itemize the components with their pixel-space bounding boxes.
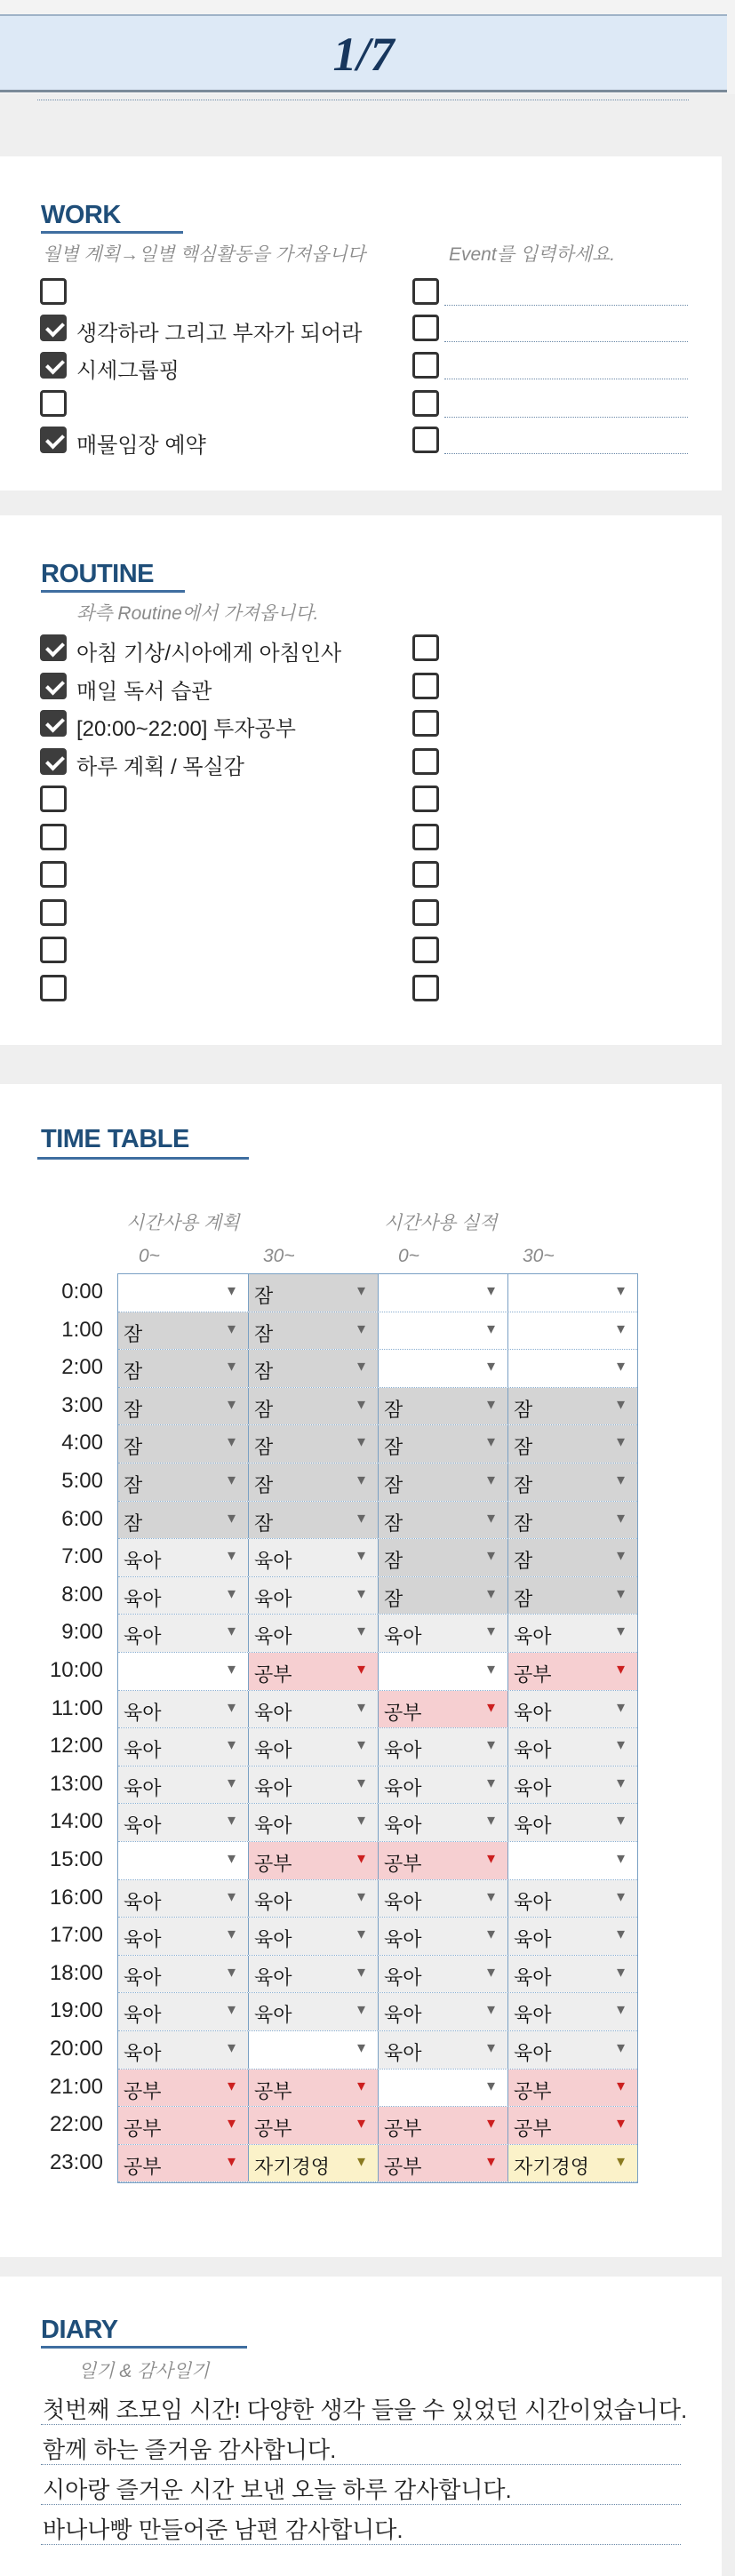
hour-label: 8:00 [61,1582,103,1607]
actual-activity-dropdown[interactable]: 육아 ▾ [507,1728,637,1766]
routine-checkbox[interactable] [40,786,67,812]
plan-activity-dropdown[interactable]: 육아 ▾ [118,1767,248,1804]
diary-entry[interactable]: 첫번째 조모임 시간! 다양한 생각 들을 수 있었던 시간이었습니다. [43,2397,688,2423]
actual-activity-dropdown[interactable] [378,1350,507,1387]
hour-label: 23:00 [49,2149,103,2174]
routine-extra-checkbox[interactable] [412,899,439,926]
plan-activity-dropdown[interactable]: 잠 ▾ [248,1388,378,1425]
hour-label: 5:00 [61,1469,103,1493]
actual-activity-dropdown[interactable]: 잠 ▾ [378,1388,507,1425]
plan-activity-dropdown[interactable]: 육아 ▾ [248,1956,378,1993]
actual-activity-dropdown[interactable] [378,1653,507,1690]
diary-entry[interactable]: 바나나빵 만들어준 남편 감사합니다. [43,2516,403,2543]
plan-activity-dropdown[interactable]: 잠 ▾ [118,1350,248,1387]
plan-activity-dropdown[interactable]: 공부 ▾ [118,2107,248,2144]
time-row [118,1880,637,1918]
plan-activity-dropdown[interactable]: 잠 ▾ [118,1388,248,1425]
diary-entry[interactable]: 시아랑 즐거운 시간 보낸 오늘 하루 감사합니다. [43,2476,512,2503]
actual-activity-dropdown[interactable]: 자기경영 ▾ [507,2145,637,2182]
routine-label: 아침 기상/시아에게 아침인사 [76,642,342,666]
col-label-plan-30: 30~ [263,1246,295,1266]
plan-activity-dropdown[interactable]: 잠 ▾ [118,1312,248,1350]
hour-label: 18:00 [49,1960,103,1985]
hour-label: 14:00 [49,1809,103,1834]
time-row [118,1539,637,1577]
routine-extra-checkbox[interactable] [412,786,439,812]
work-title-underline [41,231,183,234]
actual-activity-dropdown[interactable]: 육아 ▾ [507,2031,637,2069]
work-task-label: 매물임장 예약 [76,434,206,458]
actual-activity-dropdown[interactable]: 육아 ▾ [507,1993,637,2030]
routine-label: [20:00~22:00] 투자공부 [76,717,296,741]
col-label-plan-0: 0~ [139,1246,160,1266]
routine-title-underline [41,590,185,593]
actual-activity-dropdown[interactable] [507,1274,637,1312]
plan-activity-dropdown[interactable]: 잠 ▾ [118,1463,248,1501]
diary-rule [41,2544,681,2545]
event-input-line[interactable] [444,341,688,342]
plan-activity-dropdown[interactable]: 육아 ▾ [118,1615,248,1652]
time-grid [117,1273,638,2183]
work-task-label: 시세그룹핑 [76,359,180,383]
plan-activity-dropdown[interactable]: 육아 ▾ [248,1615,378,1652]
event-checkbox[interactable] [412,352,439,379]
plan-activity-dropdown[interactable]: 육아 ▾ [248,1767,378,1804]
time-row [118,1350,637,1388]
hour-label: 3:00 [61,1392,103,1417]
plan-activity-dropdown[interactable]: 육아 ▾ [248,1993,378,2030]
hour-label: 11:00 [51,1695,103,1720]
hour-label: 1:00 [61,1317,103,1342]
event-checkbox[interactable] [412,315,439,341]
time-row [118,1463,637,1502]
routine-extra-checkbox[interactable] [412,673,439,699]
actual-activity-dropdown[interactable]: 육아 ▾ [507,1918,637,1955]
actual-activity-dropdown[interactable]: 육아 ▾ [378,1767,507,1804]
routine-hint: 좌측 Routine에서 가져옵니다. [76,603,319,624]
diary-rule [41,2464,681,2465]
time-row [118,1653,637,1691]
routine-label: 하루 계획 / 목실감 [76,754,244,779]
hour-label: 16:00 [49,1885,103,1910]
plan-activity-dropdown[interactable]: 육아 ▾ [118,1577,248,1615]
time-row [118,1274,637,1312]
plan-activity-dropdown[interactable] [118,1842,248,1879]
plan-activity-dropdown[interactable]: 육아 ▾ [248,1691,378,1728]
event-checkbox[interactable] [412,390,439,417]
routine-extra-checkbox[interactable] [412,710,439,737]
time-row [118,1615,637,1653]
routine-checkbox[interactable] [40,634,67,661]
plan-activity-dropdown[interactable]: 공부 ▾ [118,2145,248,2182]
routine-title: ROUTINE [41,560,154,588]
time-row [118,2031,637,2070]
work-title: WORK [41,201,121,229]
diary-rule [41,2424,681,2425]
routine-checkbox[interactable] [40,861,67,888]
plan-activity-dropdown[interactable]: 육아 ▾ [248,1918,378,1955]
hour-label: 17:00 [49,1923,103,1948]
actual-activity-dropdown[interactable]: 공부 ▾ [378,2145,507,2182]
actual-activity-dropdown[interactable]: 육아 ▾ [507,1880,637,1918]
hour-label: 4:00 [61,1431,103,1455]
routine-extra-checkbox[interactable] [412,634,439,661]
routine-checkbox[interactable] [40,975,67,1001]
routine-extra-checkbox[interactable] [412,748,439,775]
plan-activity-dropdown[interactable]: 육아 ▾ [118,2031,248,2069]
hour-label: 15:00 [49,1847,103,1871]
work-task-label: 생각하라 그리고 부자가 되어라 [76,322,363,346]
plan-activity-dropdown[interactable]: 육아 ▾ [248,1804,378,1841]
timetable-title-underline [37,1157,249,1160]
plan-activity-dropdown[interactable]: 육아 ▾ [118,1956,248,1993]
actual-activity-dropdown[interactable]: 육아 ▾ [507,1804,637,1841]
hour-label: 20:00 [49,2037,103,2061]
plan-activity-dropdown[interactable] [118,1274,248,1312]
time-row [118,2145,637,2183]
actual-activity-dropdown[interactable]: 잠 ▾ [378,1502,507,1539]
actual-activity-dropdown[interactable]: 육아 ▾ [378,1880,507,1918]
routine-extra-checkbox[interactable] [412,975,439,1001]
routine-checkbox[interactable] [40,937,67,963]
actual-activity-dropdown[interactable]: 육아 ▾ [378,1956,507,1993]
work-right-hint: Event를 입력하세요. [449,244,616,265]
actual-activity-dropdown[interactable]: 육아 ▾ [378,1804,507,1841]
plan-activity-dropdown[interactable]: 잠 ▾ [118,1425,248,1463]
routine-section [0,515,722,1045]
hour-label: 13:00 [49,1771,103,1796]
plan-activity-dropdown[interactable]: 잠 ▾ [248,1502,378,1539]
diary-rule [41,2504,681,2505]
plan-activity-dropdown[interactable]: 육아 ▾ [118,1539,248,1576]
plan-activity-dropdown[interactable]: 육아 ▾ [118,1728,248,1766]
actual-activity-dropdown[interactable]: 잠 ▾ [507,1502,637,1539]
actual-activity-dropdown[interactable]: 잠 ▾ [507,1577,637,1615]
actual-activity-dropdown[interactable] [507,1842,637,1879]
actual-label: 시간사용 실적 [384,1213,498,1233]
actual-activity-dropdown[interactable]: 공부 ▾ [378,2107,507,2144]
plan-activity-dropdown[interactable]: 육아 ▾ [248,1728,378,1766]
time-row [118,1502,637,1540]
time-row [118,1691,637,1729]
time-row [118,1956,637,1994]
actual-activity-dropdown[interactable]: 공부 ▾ [507,2107,637,2144]
time-row [118,1842,637,1880]
routine-checkbox[interactable] [40,899,67,926]
plan-activity-dropdown[interactable]: 잠 ▾ [248,1312,378,1350]
actual-activity-dropdown[interactable]: 잠 ▾ [378,1463,507,1501]
time-row [118,2070,637,2108]
time-row [118,2107,637,2145]
plan-activity-dropdown[interactable]: 잠 ▾ [118,1502,248,1539]
event-input-line[interactable] [444,453,688,454]
col-label-actual-30: 30~ [523,1246,555,1266]
routine-checkbox[interactable] [40,710,67,737]
actual-activity-dropdown[interactable] [507,1312,637,1350]
work-task-checkbox[interactable] [40,427,67,453]
hour-label: 10:00 [49,1658,103,1682]
hour-label: 21:00 [49,2074,103,2099]
time-row [118,1918,637,1956]
actual-activity-dropdown[interactable]: 육아 ▾ [507,1767,637,1804]
actual-activity-dropdown[interactable]: 잠 ▾ [507,1388,637,1425]
diary-section [0,2277,722,2576]
time-row [118,1312,637,1351]
hour-label: 7:00 [61,1544,103,1569]
actual-activity-dropdown[interactable] [507,1350,637,1387]
plan-activity-dropdown[interactable]: 공부 ▾ [118,2070,248,2107]
routine-checkbox[interactable] [40,673,67,699]
plan-activity-dropdown[interactable]: 육아 ▾ [248,1539,378,1576]
plan-activity-dropdown[interactable]: 잠 ▾ [248,1350,378,1387]
actual-activity-dropdown[interactable]: 공부 ▾ [378,1691,507,1728]
actual-activity-dropdown[interactable] [378,1312,507,1350]
routine-extra-checkbox[interactable] [412,861,439,888]
actual-activity-dropdown[interactable]: 육아 ▾ [507,1615,637,1652]
work-task-checkbox[interactable] [40,315,67,341]
actual-activity-dropdown[interactable]: 잠 ▾ [507,1539,637,1576]
routine-checkbox[interactable] [40,824,67,850]
actual-activity-dropdown[interactable]: 잠 ▾ [507,1425,637,1463]
plan-label: 시간사용 계획 [126,1213,240,1233]
hour-label: 19:00 [49,1998,103,2023]
diary-entry[interactable]: 함께 하는 즐거움 감사합니다. [43,2436,337,2463]
hour-label: 22:00 [49,2112,103,2137]
actual-activity-dropdown[interactable]: 공부 ▾ [378,1842,507,1879]
time-row [118,1804,637,1842]
routine-label: 매일 독서 습관 [76,679,212,704]
work-task-checkbox[interactable] [40,390,67,417]
hour-label: 2:00 [61,1355,103,1380]
actual-activity-dropdown[interactable]: 육아 ▾ [378,1615,507,1652]
time-row [118,1425,637,1463]
plan-activity-dropdown[interactable]: 공부 ▾ [248,2070,378,2107]
time-row [118,1388,637,1426]
plan-activity-dropdown[interactable]: 육아 ▾ [118,1804,248,1841]
actual-activity-dropdown[interactable]: 잠 ▾ [507,1463,637,1501]
actual-activity-dropdown[interactable]: 육아 ▾ [378,1728,507,1766]
routine-checkbox[interactable] [40,748,67,775]
time-row [118,1577,637,1615]
plan-activity-dropdown[interactable] [118,1653,248,1690]
actual-activity-dropdown[interactable]: 육아 ▾ [378,1918,507,1955]
actual-activity-dropdown[interactable] [378,2070,507,2107]
work-section [0,156,722,490]
plan-activity-dropdown[interactable]: 육아 ▾ [248,1577,378,1615]
diary-title: DIARY [41,2316,118,2344]
event-input-line[interactable] [444,305,688,306]
plan-activity-dropdown[interactable]: 잠 ▾ [248,1463,378,1501]
plan-activity-dropdown[interactable]: 공부 ▾ [248,1653,378,1690]
plan-activity-dropdown[interactable]: 육아 ▾ [118,1880,248,1918]
diary-title-underline [41,2346,247,2349]
work-task-checkbox[interactable] [40,278,67,305]
date-header [0,0,735,94]
actual-activity-dropdown[interactable]: 잠 ▾ [378,1425,507,1463]
hour-label: 12:00 [49,1734,103,1759]
routine-extra-checkbox[interactable] [412,824,439,850]
event-input-line[interactable] [444,417,688,418]
work-task-checkbox[interactable] [40,352,67,379]
plan-activity-dropdown[interactable]: 육아 ▾ [118,1993,248,2030]
time-row [118,1728,637,1767]
actual-activity-dropdown[interactable]: 육아 ▾ [378,2031,507,2069]
col-label-actual-0: 0~ [398,1246,419,1266]
event-checkbox[interactable] [412,427,439,453]
time-row [118,1767,637,1805]
plan-activity-dropdown[interactable] [248,2031,378,2069]
plan-activity-dropdown[interactable]: 잠 ▾ [248,1425,378,1463]
plan-activity-dropdown[interactable]: 육아 ▾ [118,1691,248,1728]
plan-activity-dropdown[interactable]: 자기경영 ▾ [248,2145,378,2182]
plan-activity-dropdown[interactable]: 육아 ▾ [118,1918,248,1955]
routine-extra-checkbox[interactable] [412,937,439,963]
timetable-title: TIME TABLE [41,1125,189,1153]
plan-activity-dropdown[interactable]: 공부 ▾ [248,2107,378,2144]
actual-activity-dropdown[interactable]: 육아 ▾ [507,1691,637,1728]
diary-hint: 일기 & 감사일기 [78,2361,210,2381]
actual-activity-dropdown[interactable]: 잠 ▾ [378,1539,507,1576]
event-checkbox[interactable] [412,278,439,305]
hour-label: 0:00 [61,1280,103,1304]
actual-activity-dropdown[interactable]: 공부 ▾ [507,2070,637,2107]
page-title: 1/7 [332,28,395,81]
actual-activity-dropdown[interactable]: 육아 ▾ [378,1993,507,2030]
actual-activity-dropdown[interactable]: 육아 ▾ [507,1956,637,1993]
time-row [118,1993,637,2031]
hour-label: 9:00 [61,1620,103,1645]
plan-activity-dropdown[interactable]: 육아 ▾ [248,1880,378,1918]
work-left-hint: 월별 계획→일별 핵심활동을 가져옵니다 [43,244,366,265]
actual-activity-dropdown[interactable]: 공부 ▾ [507,1653,637,1690]
plan-activity-dropdown[interactable]: 공부 ▾ [248,1842,378,1879]
plan-activity-dropdown[interactable]: 잠 ▾ [248,1274,378,1312]
hour-label: 6:00 [61,1506,103,1531]
actual-activity-dropdown[interactable]: 잠 ▾ [378,1577,507,1615]
actual-activity-dropdown[interactable] [378,1274,507,1312]
